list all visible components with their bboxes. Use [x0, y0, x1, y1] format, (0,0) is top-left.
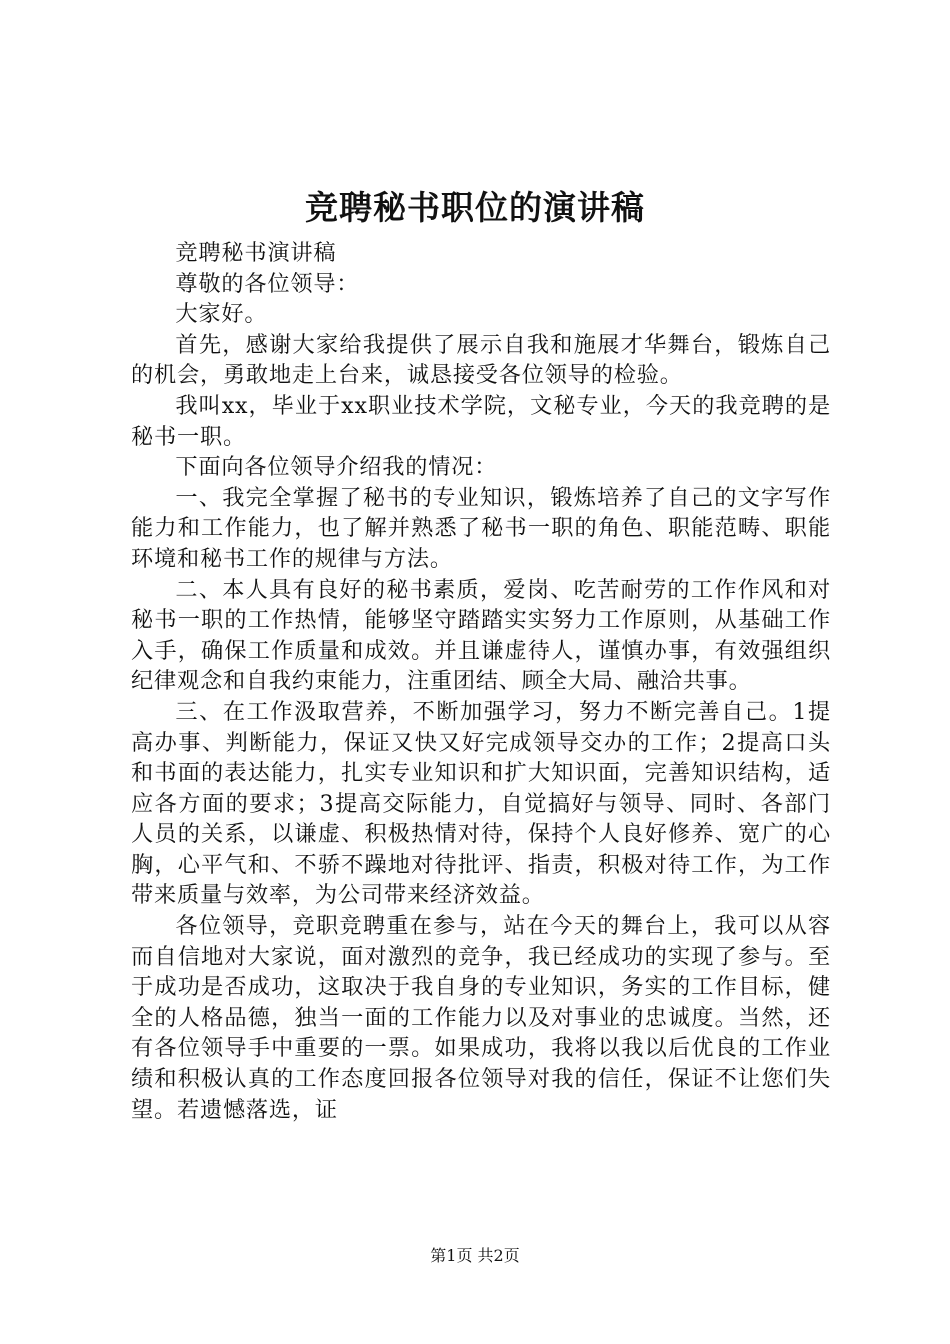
paragraph-point-one: 一、我完全掌握了秘书的专业知识，锻炼培养了自己的文字写作能力和工作能力，也了解并熟悉了秘书一职的角色、职能范畴、职能环境和秘书工作的规律与方法。 [131, 484, 831, 572]
page-number: 第1页 共2页 [430, 1246, 520, 1265]
paragraph-point-three: 三、在工作汲取营养，不断加强学习，努力不断完善自己。1提高办事、判断能力，保证又快又好完成领导交办的工作；2提高口头和书面的表达能力，扎实专业知识和扩大知识面，完善知识结构，适应各方面的要求；3提高交际能力，自觉搞好与领导、同时、各部门人员的关系，以谦虚、积极热情对待，保持个人良好修养、宽广的心胸，心平气和、不骄不躁地对待批评、指责，积极对待工作，为工作带来质量与效率，为公司带来经济效益。 [131, 698, 831, 909]
paragraph-transition: 下面向各位领导介绍我的情况： [175, 454, 498, 481]
paragraph-greeting: 大家好。 [175, 301, 268, 328]
paragraph-closing: 各位领导，竞职竞聘重在参与，站在今天的舞台上，我可以从容而自信地对大家说，面对激烈的竞争，我已经成功的实现了参与。至于成功是否成功，这取决于我自身的专业知识，务实的工作目标，健全的人格品德，独当一面的工作能力以及对事业的忠诚度。当然，还有各位领导手中重要的一票。如果成功，我将以我以后优良的工作业绩和积极认真的工作态度回报各位领导对我的信任，保证不让您们失望。若遗憾落选，证 [131, 913, 831, 1123]
paragraph-heading: 竞聘秘书演讲稿 [175, 240, 337, 266]
paragraph-salutation: 尊敬的各位领导： [175, 270, 360, 297]
document-body [131, 238, 831, 1125]
document-title: 竞聘秘书职位的演讲稿 [305, 188, 645, 227]
paragraph-point-two: 二、本人具有良好的秘书素质，爱岗、吃苦耐劳的工作作风和对秘书一职的工作热情，能够坚守踏踏实实努力工作原则，从基础工作入手，确保工作质量和成效。并且谦虚待人，谨慎办事，有效强组织纪律观念和自我约束能力，注重团结、顾全大局、融洽共事。 [131, 576, 831, 695]
paragraph-introduction: 我叫xx，毕业于xx职业技术学院，文秘专业，今天的我竞聘的是秘书一职。 [131, 392, 831, 450]
paragraph-opening: 首先，感谢大家给我提供了展示自我和施展才华舞台，锻炼自己的机会，勇敢地走上台来，诚恳接受各位领导的检验。 [131, 331, 831, 389]
